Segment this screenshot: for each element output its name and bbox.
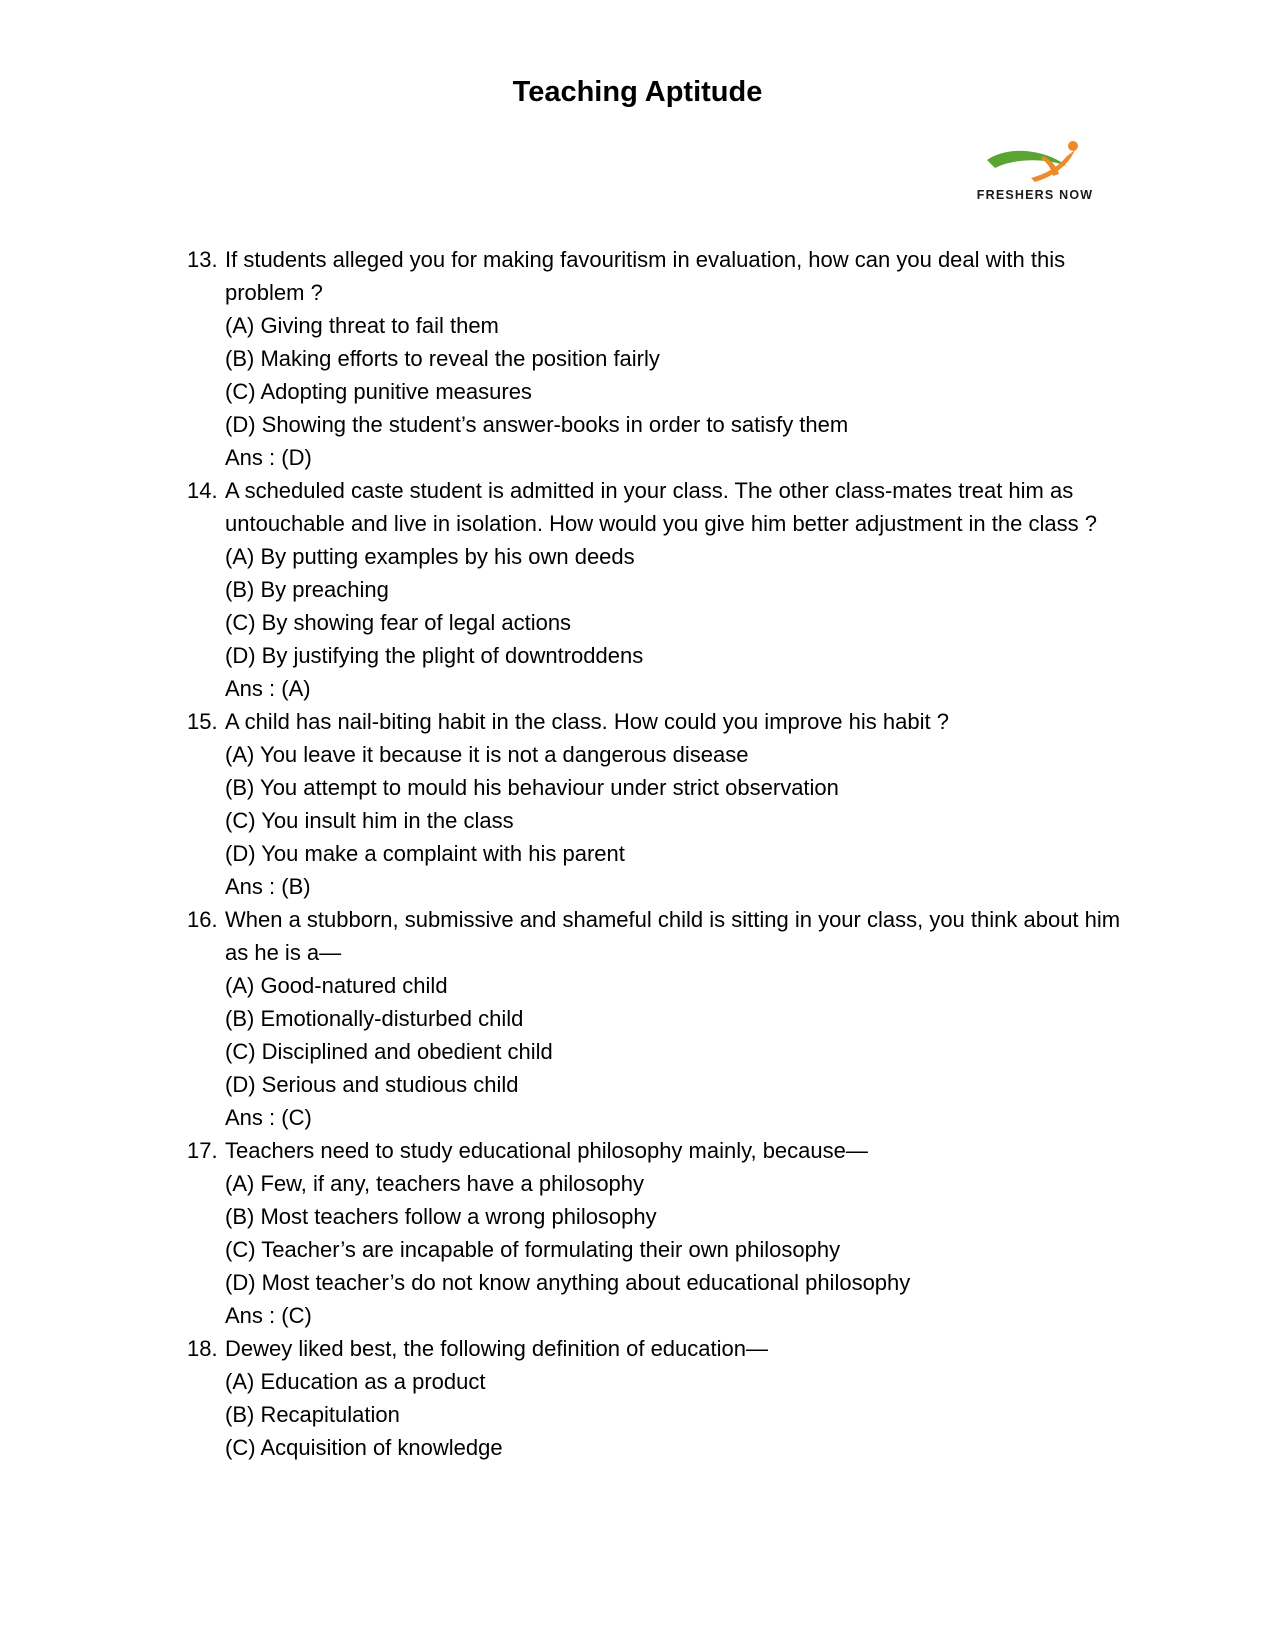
option-d: (D) Serious and studious child	[225, 1072, 519, 1097]
logo-text: FRESHERS NOW	[976, 188, 1094, 202]
option-c: (C) Acquisition of knowledge	[225, 1435, 503, 1460]
option-b: (B) Most teachers follow a wrong philosophy	[225, 1204, 657, 1229]
question-item	[187, 903, 1147, 1134]
question-text: If students alleged you for making favouritism in evaluation, how can you deal with this problem ?	[225, 247, 1066, 305]
answer: Ans : (D)	[225, 445, 312, 470]
question-text: A child has nail-biting habit in the class. How could you improve his habit ?	[225, 709, 949, 734]
option-a: (A) You leave it because it is not a dangerous disease	[225, 742, 749, 767]
question-number: 17.	[187, 1138, 218, 1163]
option-b: (B) You attempt to mould his behaviour under strict observation	[225, 775, 839, 800]
option-b: (B) By preaching	[225, 577, 389, 602]
options-list	[225, 738, 1147, 870]
page-title: Teaching Aptitude	[512, 76, 763, 108]
options-list	[225, 1167, 1147, 1299]
question-item	[187, 1332, 1147, 1464]
question-item	[187, 705, 1147, 903]
question-text: When a stubborn, submissive and shameful child is sitting in your class, you think about him as he is a—	[225, 907, 1121, 965]
question-text: Dewey liked best, the following definition of education—	[225, 1336, 768, 1361]
options-list	[225, 540, 1147, 672]
answer: Ans : (A)	[225, 676, 311, 701]
question-number: 16.	[187, 907, 218, 932]
options-list	[225, 969, 1147, 1101]
question-number: 15.	[187, 709, 218, 734]
option-a: (A) Giving threat to fail them	[225, 313, 499, 338]
answer: Ans : (C)	[225, 1303, 312, 1328]
option-a: (A) By putting examples by his own deeds	[225, 544, 635, 569]
option-a: (A) Education as a product	[225, 1369, 486, 1394]
options-list	[225, 1365, 1147, 1464]
question-list	[187, 243, 1147, 1464]
answer: Ans : (C)	[225, 1105, 312, 1130]
option-c: (C) Teacher’s are incapable of formulating their own philosophy	[225, 1237, 841, 1262]
option-c: (C) Disciplined and obedient child	[225, 1039, 553, 1064]
question-text: A scheduled caste student is admitted in your class. The other class-mates treat him as untouchable and live in isolation. How would you give him better adjustment in the class ?	[225, 478, 1097, 536]
option-b: (B) Emotionally-disturbed child	[225, 1006, 524, 1031]
question-item	[187, 474, 1147, 705]
option-a: (A) Good-natured child	[225, 973, 448, 998]
option-d: (D) You make a complaint with his parent	[225, 841, 625, 866]
option-c: (C) You insult him in the class	[225, 808, 514, 833]
freshers-now-logo	[960, 138, 1110, 208]
option-a: (A) Few, if any, teachers have a philosophy	[225, 1171, 645, 1196]
options-list	[225, 309, 1147, 441]
option-d: (D) By justifying the plight of downtroddens	[225, 643, 644, 668]
answer: Ans : (B)	[225, 874, 311, 899]
option-d: (D) Most teacher’s do not know anything about educational philosophy	[225, 1270, 911, 1295]
question-number: 18.	[187, 1336, 218, 1361]
option-b: (B) Making efforts to reveal the position fairly	[225, 346, 660, 371]
question-item	[187, 1134, 1147, 1332]
option-c: (C) Adopting punitive measures	[225, 379, 532, 404]
option-b: (B) Recapitulation	[225, 1402, 400, 1427]
question-item	[187, 243, 1147, 474]
question-number: 14.	[187, 478, 218, 503]
option-d: (D) Showing the student’s answer-books in order to satisfy them	[225, 412, 849, 437]
freshers-now-logo-icon	[985, 138, 1085, 188]
option-c: (C) By showing fear of legal actions	[225, 610, 572, 635]
question-text: Teachers need to study educational philosophy mainly, because—	[225, 1138, 868, 1163]
question-number: 13.	[187, 247, 218, 272]
